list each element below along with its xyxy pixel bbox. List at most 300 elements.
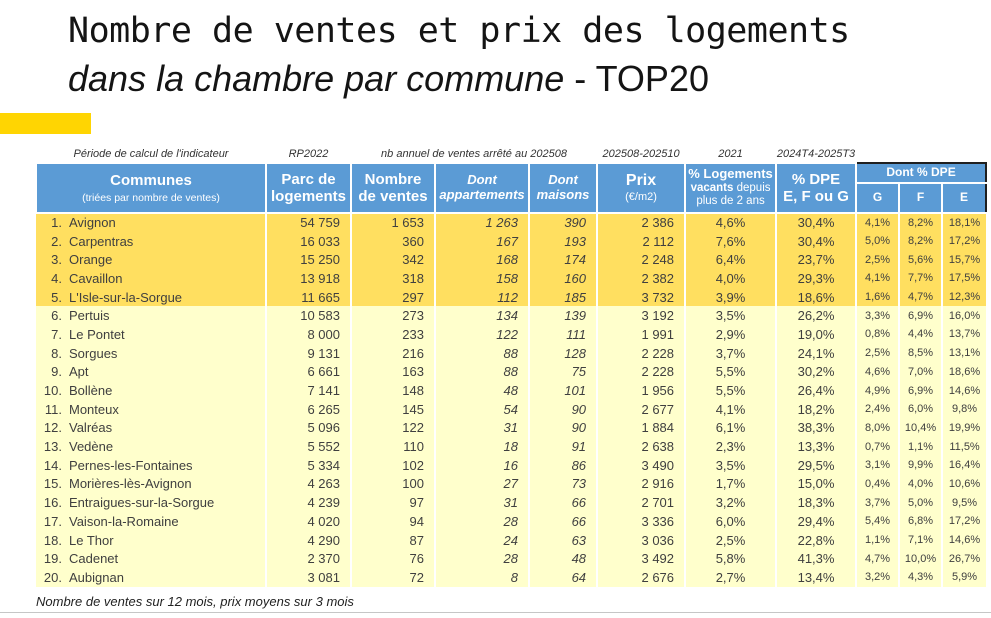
cell-dpe-efg: 38,3% — [776, 419, 856, 438]
cell-dont-maisons: 185 — [529, 288, 597, 307]
cell-dont-maisons: 111 — [529, 325, 597, 344]
cell-dpe-e: 13,7% — [942, 325, 986, 344]
cell-prix: 3 490 — [597, 456, 685, 475]
cell-prix: 2 112 — [597, 232, 685, 251]
cell-dpe-e: 17,2% — [942, 232, 986, 251]
row-rank: 8. — [51, 345, 62, 361]
cell-dpe-e: 16,0% — [942, 306, 986, 325]
cell-dpe-e: 12,3% — [942, 288, 986, 307]
row-rank: 16. — [43, 495, 62, 511]
cell-commune — [36, 475, 266, 494]
cell-dont-maisons: 66 — [529, 512, 597, 531]
commune-name: Pernes-les-Fontaines — [69, 457, 193, 473]
cell-commune — [36, 250, 266, 269]
cell-dpe-e: 19,9% — [942, 419, 986, 438]
cell-dpe-e: 9,5% — [942, 493, 986, 512]
cell-dpe-g: 5,4% — [856, 512, 899, 531]
cell-logements-vacants: 5,8% — [685, 549, 776, 568]
cell-dpe-g: 1,6% — [856, 288, 899, 307]
cell-logements-vacants: 4,6% — [685, 213, 776, 232]
cell-dpe-f: 5,0% — [899, 493, 942, 512]
cell-commune — [36, 512, 266, 531]
cell-dpe-g: 4,1% — [856, 269, 899, 288]
cell-dont-maisons: 66 — [529, 493, 597, 512]
cell-logements-vacants: 3,9% — [685, 288, 776, 307]
cell-logements-vacants: 4,0% — [685, 269, 776, 288]
cell-commune — [36, 456, 266, 475]
cell-prix: 2 916 — [597, 475, 685, 494]
cell-dont-maisons: 101 — [529, 381, 597, 400]
cell-commune — [36, 437, 266, 456]
cell-dpe-f: 5,6% — [899, 250, 942, 269]
cell-commune — [36, 531, 266, 550]
cell-nombre-ventes: 297 — [351, 288, 435, 307]
commune-name: Morières-lès-Avignon — [69, 476, 192, 492]
row-rank: 4. — [51, 270, 62, 286]
cell-dont-maisons: 64 — [529, 568, 597, 587]
cell-dpe-g: 3,1% — [856, 456, 899, 475]
cell-prix: 2 228 — [597, 363, 685, 382]
table-row — [36, 549, 986, 568]
table-row — [36, 269, 986, 288]
cell-dpe-efg: 13,4% — [776, 568, 856, 587]
cell-parc-logements: 3 081 — [266, 568, 351, 587]
row-rank: 9. — [51, 364, 62, 380]
cell-dpe-e: 9,8% — [942, 400, 986, 419]
cell-dont-maisons: 75 — [529, 363, 597, 382]
cell-commune — [36, 213, 266, 232]
row-rank: 5. — [51, 289, 62, 305]
cell-dpe-g: 3,3% — [856, 306, 899, 325]
cell-dpe-f: 6,9% — [899, 306, 942, 325]
commune-name: Orange — [69, 252, 113, 268]
cell-dpe-g: 4,1% — [856, 213, 899, 232]
cell-logements-vacants: 3,2% — [685, 493, 776, 512]
row-rank: 14. — [43, 457, 62, 473]
cell-nombre-ventes: 273 — [351, 306, 435, 325]
cell-dpe-e: 18,1% — [942, 213, 986, 232]
cell-dont-maisons: 160 — [529, 269, 597, 288]
commune-name: L'Isle-sur-la-Sorgue — [69, 289, 183, 305]
table-row — [36, 512, 986, 531]
cell-dont-appartements: 134 — [435, 306, 529, 325]
cell-dpe-efg: 30,4% — [776, 232, 856, 251]
cell-dpe-g: 3,7% — [856, 493, 899, 512]
table-row — [36, 232, 986, 251]
cell-parc-logements: 10 583 — [266, 306, 351, 325]
cell-prix: 3 492 — [597, 549, 685, 568]
annotation-period-label: Période de calcul de l'indicateur — [36, 146, 266, 163]
col-header-dpe-g: G — [856, 183, 899, 213]
cell-nombre-ventes: 97 — [351, 493, 435, 512]
col-header-dpe-efg — [776, 163, 856, 213]
cell-dont-appartements: 28 — [435, 549, 529, 568]
cell-dpe-efg: 13,3% — [776, 437, 856, 456]
cell-dont-maisons: 90 — [529, 419, 597, 438]
row-rank: 13. — [43, 439, 62, 455]
table-row — [36, 250, 986, 269]
cell-commune — [36, 325, 266, 344]
cell-dpe-f: 7,7% — [899, 269, 942, 288]
cell-commune — [36, 568, 266, 587]
period-annotation-row — [36, 146, 986, 163]
prix-header-title: Prix — [625, 171, 657, 189]
cell-dont-appartements: 122 — [435, 325, 529, 344]
cell-prix: 2 228 — [597, 344, 685, 363]
cell-dpe-efg: 29,3% — [776, 269, 856, 288]
prix-header-unit: (€/m2) — [625, 191, 657, 204]
cell-prix: 1 884 — [597, 419, 685, 438]
cell-parc-logements: 4 290 — [266, 531, 351, 550]
cell-dpe-efg: 22,8% — [776, 531, 856, 550]
cell-logements-vacants: 5,5% — [685, 381, 776, 400]
cell-commune — [36, 344, 266, 363]
cell-dpe-e: 26,7% — [942, 549, 986, 568]
cell-parc-logements: 15 250 — [266, 250, 351, 269]
commune-name: Cadenet — [69, 551, 119, 567]
row-rank: 20. — [43, 569, 62, 585]
ventes-header-l2: de ventes — [358, 188, 428, 205]
cell-nombre-ventes: 76 — [351, 549, 435, 568]
cell-dpe-f: 6,9% — [899, 381, 942, 400]
cell-prix: 2 676 — [597, 568, 685, 587]
cell-dpe-e: 17,2% — [942, 512, 986, 531]
cell-logements-vacants: 3,5% — [685, 456, 776, 475]
row-rank: 11. — [44, 401, 62, 417]
cell-prix: 3 732 — [597, 288, 685, 307]
table-row — [36, 363, 986, 382]
cell-dont-maisons: 193 — [529, 232, 597, 251]
table-row — [36, 531, 986, 550]
table-row — [36, 419, 986, 438]
row-rank: 12. — [43, 420, 62, 436]
commune-name: Sorgues — [69, 345, 118, 361]
cell-prix: 1 956 — [597, 381, 685, 400]
cell-dont-maisons: 390 — [529, 213, 597, 232]
cell-prix: 2 701 — [597, 493, 685, 512]
cell-logements-vacants: 7,6% — [685, 232, 776, 251]
cell-dont-appartements: 48 — [435, 381, 529, 400]
cell-dpe-g: 4,6% — [856, 363, 899, 382]
cell-dpe-efg: 29,5% — [776, 456, 856, 475]
cell-dpe-g: 0,4% — [856, 475, 899, 494]
communes-header-subtitle: (triées par nombre de ventes) — [82, 191, 220, 204]
cell-prix: 3 336 — [597, 512, 685, 531]
dpe-header-l2: E, F ou G — [783, 188, 849, 205]
cell-logements-vacants: 2,7% — [685, 568, 776, 587]
cell-prix: 3 036 — [597, 531, 685, 550]
cell-dpe-efg: 18,3% — [776, 493, 856, 512]
cell-dpe-g: 1,1% — [856, 531, 899, 550]
cell-dpe-g: 2,5% — [856, 344, 899, 363]
cell-dpe-g: 8,0% — [856, 419, 899, 438]
cell-prix: 2 638 — [597, 437, 685, 456]
col-header-dpe-f: F — [899, 183, 942, 213]
cell-dpe-g: 2,4% — [856, 400, 899, 419]
cell-nombre-ventes: 148 — [351, 381, 435, 400]
table-row — [36, 456, 986, 475]
cell-dpe-f: 8,2% — [899, 213, 942, 232]
cell-dpe-f: 6,8% — [899, 512, 942, 531]
cell-nombre-ventes: 163 — [351, 363, 435, 382]
cell-dpe-efg: 18,6% — [776, 288, 856, 307]
cell-commune — [36, 288, 266, 307]
table-row — [36, 437, 986, 456]
cell-dpe-f: 4,3% — [899, 568, 942, 587]
cell-dont-appartements: 168 — [435, 250, 529, 269]
cell-dpe-efg: 26,2% — [776, 306, 856, 325]
cell-prix: 3 192 — [597, 306, 685, 325]
cell-dont-appartements: 112 — [435, 288, 529, 307]
commune-name: Cavaillon — [69, 270, 123, 286]
cell-nombre-ventes: 87 — [351, 531, 435, 550]
cell-dont-maisons: 91 — [529, 437, 597, 456]
cell-dont-maisons: 86 — [529, 456, 597, 475]
cell-dpe-g: 4,9% — [856, 381, 899, 400]
commune-name: Bollène — [69, 383, 113, 399]
table-body — [36, 213, 986, 587]
cell-dpe-g: 0,7% — [856, 437, 899, 456]
cell-parc-logements: 5 334 — [266, 456, 351, 475]
cell-dont-maisons: 73 — [529, 475, 597, 494]
cell-prix: 2 382 — [597, 269, 685, 288]
yellow-accent-bar — [0, 113, 91, 134]
annotation-parc: RP2022 — [266, 146, 351, 163]
col-header-dont-maisons — [529, 163, 597, 213]
cell-parc-logements: 54 759 — [266, 213, 351, 232]
cell-dpe-e: 18,6% — [942, 363, 986, 382]
vacants-header-l3: plus de 2 ans — [696, 195, 765, 208]
col-header-dont-appartements — [435, 163, 529, 213]
table-row — [36, 325, 986, 344]
cell-dpe-g: 0,8% — [856, 325, 899, 344]
cell-dont-maisons: 90 — [529, 400, 597, 419]
cell-dont-appartements: 31 — [435, 419, 529, 438]
cell-commune — [36, 381, 266, 400]
title-line-2-rest: - TOP20 — [564, 57, 709, 99]
col-header-communes — [36, 163, 266, 213]
dont-maisons-header-l2: maisons — [536, 187, 590, 202]
cell-dont-appartements: 54 — [435, 400, 529, 419]
cell-parc-logements: 6 265 — [266, 400, 351, 419]
cell-dpe-f: 1,1% — [899, 437, 942, 456]
cell-nombre-ventes: 102 — [351, 456, 435, 475]
annotation-dpe: 2024T4-2025T3 — [776, 146, 856, 163]
cell-prix: 2 386 — [597, 213, 685, 232]
cell-dont-appartements: 8 — [435, 568, 529, 587]
col-header-logements-vacants — [685, 163, 776, 213]
ventes-header-l1: Nombre — [364, 170, 422, 188]
commune-name: Entraigues-sur-la-Sorgue — [69, 495, 215, 511]
cell-commune — [36, 549, 266, 568]
commune-name: Monteux — [69, 401, 119, 417]
page-title — [68, 12, 850, 98]
cell-dont-appartements: 31 — [435, 493, 529, 512]
cell-logements-vacants: 3,7% — [685, 344, 776, 363]
vacants-header-l2-bold: vacants — [690, 182, 734, 195]
row-rank: 18. — [43, 532, 62, 548]
row-rank: 3. — [51, 252, 62, 268]
cell-dpe-e: 5,9% — [942, 568, 986, 587]
row-rank: 1. — [51, 215, 62, 231]
dpe-header-l1: % DPE — [791, 170, 841, 188]
cell-logements-vacants: 4,1% — [685, 400, 776, 419]
dont-maisons-header-l1: Dont — [548, 172, 578, 188]
cell-dpe-efg: 18,2% — [776, 400, 856, 419]
title-line-2 — [68, 59, 850, 99]
col-header-prix — [597, 163, 685, 213]
cell-dont-appartements: 28 — [435, 512, 529, 531]
cell-dont-maisons: 63 — [529, 531, 597, 550]
cell-dpe-efg: 30,4% — [776, 213, 856, 232]
parc-header-l2: logements — [270, 188, 346, 205]
col-header-nombre-ventes — [351, 163, 435, 213]
cell-dpe-f: 8,5% — [899, 344, 942, 363]
cell-prix: 2 248 — [597, 250, 685, 269]
table-row — [36, 493, 986, 512]
row-rank: 7. — [51, 326, 62, 342]
title-line-1: Nombre de ventes et prix des logements — [68, 11, 850, 51]
row-rank: 2. — [51, 233, 62, 249]
cell-dpe-f: 10,0% — [899, 549, 942, 568]
cell-logements-vacants: 2,9% — [685, 325, 776, 344]
cell-dont-appartements: 88 — [435, 363, 529, 382]
cell-logements-vacants: 6,0% — [685, 512, 776, 531]
cell-nombre-ventes: 360 — [351, 232, 435, 251]
cell-parc-logements: 6 661 — [266, 363, 351, 382]
footer-note: Nombre de ventes sur 12 mois, prix moyens sur 3 mois — [36, 594, 354, 609]
cell-parc-logements: 11 665 — [266, 288, 351, 307]
cell-parc-logements: 16 033 — [266, 232, 351, 251]
col-header-parc — [266, 163, 351, 213]
annotation-empty — [856, 146, 986, 163]
cell-nombre-ventes: 100 — [351, 475, 435, 494]
cell-dpe-efg: 23,7% — [776, 250, 856, 269]
cell-dpe-f: 7,0% — [899, 363, 942, 382]
cell-dpe-e: 13,1% — [942, 344, 986, 363]
cell-logements-vacants: 3,5% — [685, 306, 776, 325]
table-row — [36, 213, 986, 232]
cell-dont-maisons: 139 — [529, 306, 597, 325]
cell-parc-logements: 13 918 — [266, 269, 351, 288]
cell-parc-logements: 9 131 — [266, 344, 351, 363]
cell-commune — [36, 363, 266, 382]
row-rank: 10. — [43, 383, 62, 399]
cell-dpe-e: 15,7% — [942, 250, 986, 269]
cell-parc-logements: 5 552 — [266, 437, 351, 456]
cell-parc-logements: 5 096 — [266, 419, 351, 438]
commune-name: Carpentras — [69, 233, 134, 249]
cell-commune — [36, 419, 266, 438]
cell-dpe-e: 17,5% — [942, 269, 986, 288]
cell-nombre-ventes: 233 — [351, 325, 435, 344]
commune-name: Avignon — [69, 215, 116, 231]
cell-dpe-f: 6,0% — [899, 400, 942, 419]
dont-app-header-l1: Dont — [467, 172, 497, 188]
cell-parc-logements: 2 370 — [266, 549, 351, 568]
header-row-main — [36, 163, 986, 183]
cell-dpe-efg: 29,4% — [776, 512, 856, 531]
cell-dpe-f: 4,7% — [899, 288, 942, 307]
commune-name: Le Pontet — [69, 326, 125, 342]
commune-name: Vedène — [69, 439, 114, 455]
col-header-dont-dpe-group: Dont % DPE — [856, 163, 986, 183]
cell-dont-appartements: 88 — [435, 344, 529, 363]
cell-dpe-f: 4,0% — [899, 475, 942, 494]
bottom-divider — [0, 612, 991, 613]
cell-dpe-efg: 26,4% — [776, 381, 856, 400]
annotation-ventes: nb annuel de ventes arrêté au 202508 — [351, 146, 597, 163]
cell-dpe-efg: 15,0% — [776, 475, 856, 494]
table-row — [36, 400, 986, 419]
cell-nombre-ventes: 110 — [351, 437, 435, 456]
cell-dont-appartements: 16 — [435, 456, 529, 475]
cell-dpe-f: 7,1% — [899, 531, 942, 550]
cell-parc-logements: 4 239 — [266, 493, 351, 512]
parc-header-l1: Parc de — [281, 170, 336, 188]
cell-logements-vacants: 6,4% — [685, 250, 776, 269]
communes-header-title: Communes — [110, 172, 192, 190]
annotation-prix: 202508-202510 — [597, 146, 685, 163]
row-rank: 6. — [51, 308, 62, 324]
cell-dpe-e: 14,6% — [942, 381, 986, 400]
commune-name: Apt — [69, 364, 89, 380]
cell-nombre-ventes: 318 — [351, 269, 435, 288]
cell-commune — [36, 232, 266, 251]
cell-logements-vacants: 2,5% — [685, 531, 776, 550]
dont-app-header-l2: appartements — [439, 187, 525, 202]
cell-nombre-ventes: 342 — [351, 250, 435, 269]
cell-commune — [36, 269, 266, 288]
cell-parc-logements: 7 141 — [266, 381, 351, 400]
cell-dont-appartements: 18 — [435, 437, 529, 456]
row-rank: 17. — [43, 513, 62, 529]
cell-dpe-efg: 24,1% — [776, 344, 856, 363]
cell-dpe-f: 4,4% — [899, 325, 942, 344]
table-row — [36, 568, 986, 587]
title-line-2-italic: dans la chambre par commune — [68, 57, 565, 99]
communes-table — [35, 146, 987, 587]
annotation-vacants: 2021 — [685, 146, 776, 163]
table-row — [36, 306, 986, 325]
commune-name: Le Thor — [69, 532, 114, 548]
cell-dont-appartements: 24 — [435, 531, 529, 550]
col-header-dpe-e: E — [942, 183, 986, 213]
cell-logements-vacants: 1,7% — [685, 475, 776, 494]
cell-dpe-g: 2,5% — [856, 250, 899, 269]
cell-dpe-f: 10,4% — [899, 419, 942, 438]
table-row — [36, 288, 986, 307]
cell-dont-maisons: 174 — [529, 250, 597, 269]
cell-nombre-ventes: 145 — [351, 400, 435, 419]
cell-dont-appartements: 158 — [435, 269, 529, 288]
cell-dpe-e: 16,4% — [942, 456, 986, 475]
cell-dont-appartements: 167 — [435, 232, 529, 251]
vacants-header-l1: % Logements — [688, 166, 773, 182]
cell-parc-logements: 8 000 — [266, 325, 351, 344]
vacants-header-l2-rest: depuis — [736, 182, 771, 195]
cell-prix: 1 991 — [597, 325, 685, 344]
cell-dpe-g: 3,2% — [856, 568, 899, 587]
cell-dpe-efg: 19,0% — [776, 325, 856, 344]
cell-dont-maisons: 48 — [529, 549, 597, 568]
table-row — [36, 344, 986, 363]
cell-dpe-f: 9,9% — [899, 456, 942, 475]
row-rank: 19. — [43, 551, 62, 567]
cell-prix: 2 677 — [597, 400, 685, 419]
row-rank: 15. — [43, 476, 62, 492]
cell-dont-appartements: 27 — [435, 475, 529, 494]
